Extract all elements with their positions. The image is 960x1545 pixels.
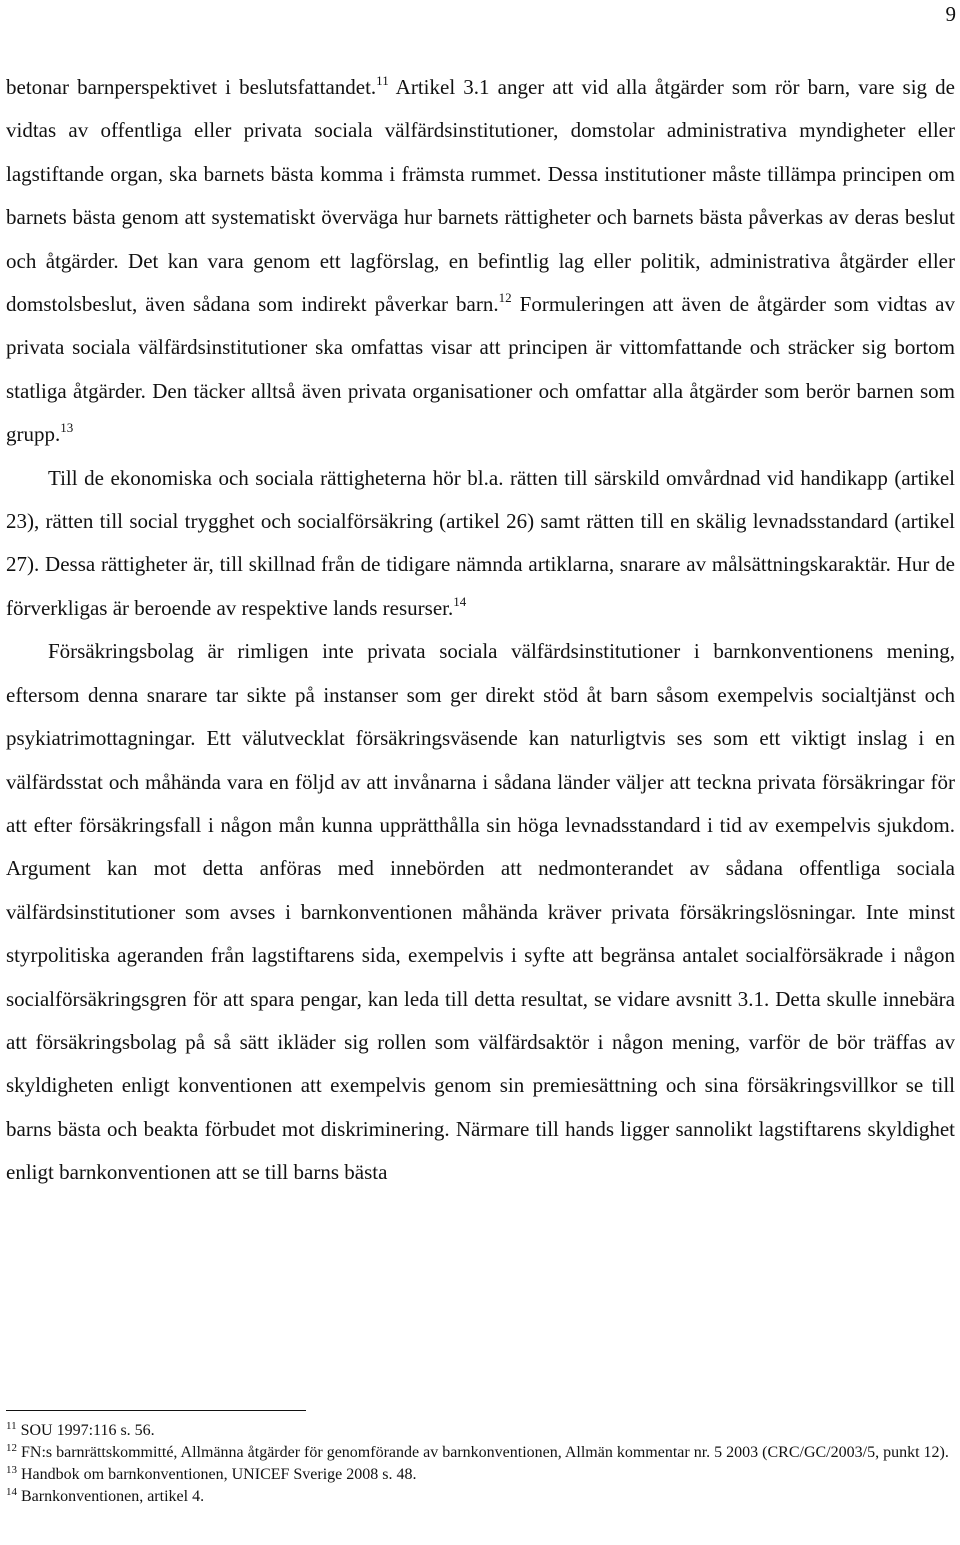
footnote-14	[6, 1486, 955, 1508]
footnote-separator	[6, 1410, 306, 1411]
footnote-text: Barnkonventionen, artikel 4.	[17, 1488, 205, 1505]
body-text	[6, 66, 955, 1195]
footnote-text: FN:s barnrättskommitté, Allmänna åtgärder för genomförande av barnkonventionen, Allmän kommentar nr. 5 2003 (CRC/GC/2003/5, punkt 12).	[17, 1444, 949, 1461]
footnote-ref-11[interactable]: 11	[376, 73, 389, 88]
footnote-number: 14	[6, 1486, 17, 1498]
footnotes	[6, 1420, 955, 1508]
paragraph-2	[6, 457, 955, 631]
page-number: 9	[945, 2, 956, 26]
paragraph-3	[6, 630, 955, 1194]
paragraph-text: betonar barnperspektivet i beslutsfattandet.	[6, 75, 377, 99]
footnote-11	[6, 1420, 955, 1442]
footnote-number: 12	[6, 1442, 17, 1454]
footnote-ref-12[interactable]: 12	[498, 290, 512, 306]
footnote-ref-13[interactable]: 13	[60, 420, 74, 436]
paragraph-text: Artikel 3.1 anger att vid alla åtgärder som rör barn, vare sig de vidtas av offentliga eller privata sociala välfärdsinstitutioner, domstolar administrativa myndigheter eller lagstiftande organ, ska barnets bästa komma i främsta rummet. Dessa institutioner måste tillämpa principen om barnets bästa genom att systematiskt överväga hur barnets rättigheter och barnets bästa påverkas av deras beslut och åtgärder. Det kan vara genom ett lagförslag, en befintlig lag eller politik, administrativa åtgärder eller domstolsbeslut, även sådana som indirekt påverkar barn.	[6, 75, 955, 317]
footnote-text: Handbok om barnkonventionen, UNICEF Sverige 2008 s. 48.	[17, 1466, 417, 1483]
paragraph-text: Till de ekonomiska och sociala rättigheterna hör bl.a. rätten till särskild omvårdnad vid handikapp (artikel 23), rätten till social trygghet och socialförsäkring (artikel 26) samt rätten till en skälig levnadsstandard (artikel 27). Dessa rättigheter är, till skillnad från de tidigare nämnda artiklarna, snarare av målsättningskaraktär. Hur de förverkligas är beroende av respektive lands resurser.	[6, 465, 955, 620]
footnote-number: 11	[6, 1420, 17, 1432]
paragraph-text: Försäkringsbolag är rimligen inte privata sociala välfärdsinstitutioner i barnkonventionens mening, eftersom denna snarare tar sikte på instanser som ger direkt stöd åt barn såsom exempelvis socialtjänst och psykiatrimottagningar. Ett välutvecklat försäkringsväsende kan naturligtvis ses som ett viktigt inslag i en välfärdsstat och måhända vara en följd av att invånarna i sådana länder väljer att teckna privata försäkringar för att efter försäkringsfall i någon mån kunna upprätthålla sin höga levnadsstandard i tid av exempelvis sjukdom. Argument kan mot detta anföras med innebörden att nedmonterandet av sådana offentliga sociala välfärdsinstitutioner som avses i barnkonventionen måhända kräver privata försäkringslösningar. Inte minst styrpolitiska ageranden från lagstiftarens sida, exempelvis i syfte att begränsa antalet socialförsäkrade i någon socialförsäkringsgren för att spara pengar, kan leda till detta resultat, se vidare avsnitt 3.1. Detta skulle innebära att försäkringsbolag på så sätt ikläder sig rollen som välfärdsaktör i någon mening, varför de bör träffas av skyldigheten enligt konventionen att exempelvis genom sin premiesättning och sina försäkringsvillkor se till barns bästa och beakta förbudet mot diskriminering. Närmare till hands ligger sannolikt lagstiftarens skyldighet enligt barnkonventionen att se till barns bästa	[6, 639, 955, 1185]
footnote-number: 13	[6, 1464, 17, 1476]
footnote-ref-14[interactable]: 14	[453, 593, 467, 609]
footnote-text: SOU 1997:116 s. 56.	[16, 1422, 155, 1439]
footnote-12	[6, 1442, 955, 1464]
paragraph-text: Formuleringen att även de åtgärder som vidtas av privata sociala välfärdsinstitutioner ska omfattas visar att principen är vittomfattande och sträcker sig bortom statliga åtgärder. Den täcker alltså även privata organisationer och omfattar alla åtgärder som berör barnen som grupp.	[6, 292, 955, 447]
paragraph-1	[6, 66, 955, 457]
footnote-13	[6, 1464, 955, 1486]
